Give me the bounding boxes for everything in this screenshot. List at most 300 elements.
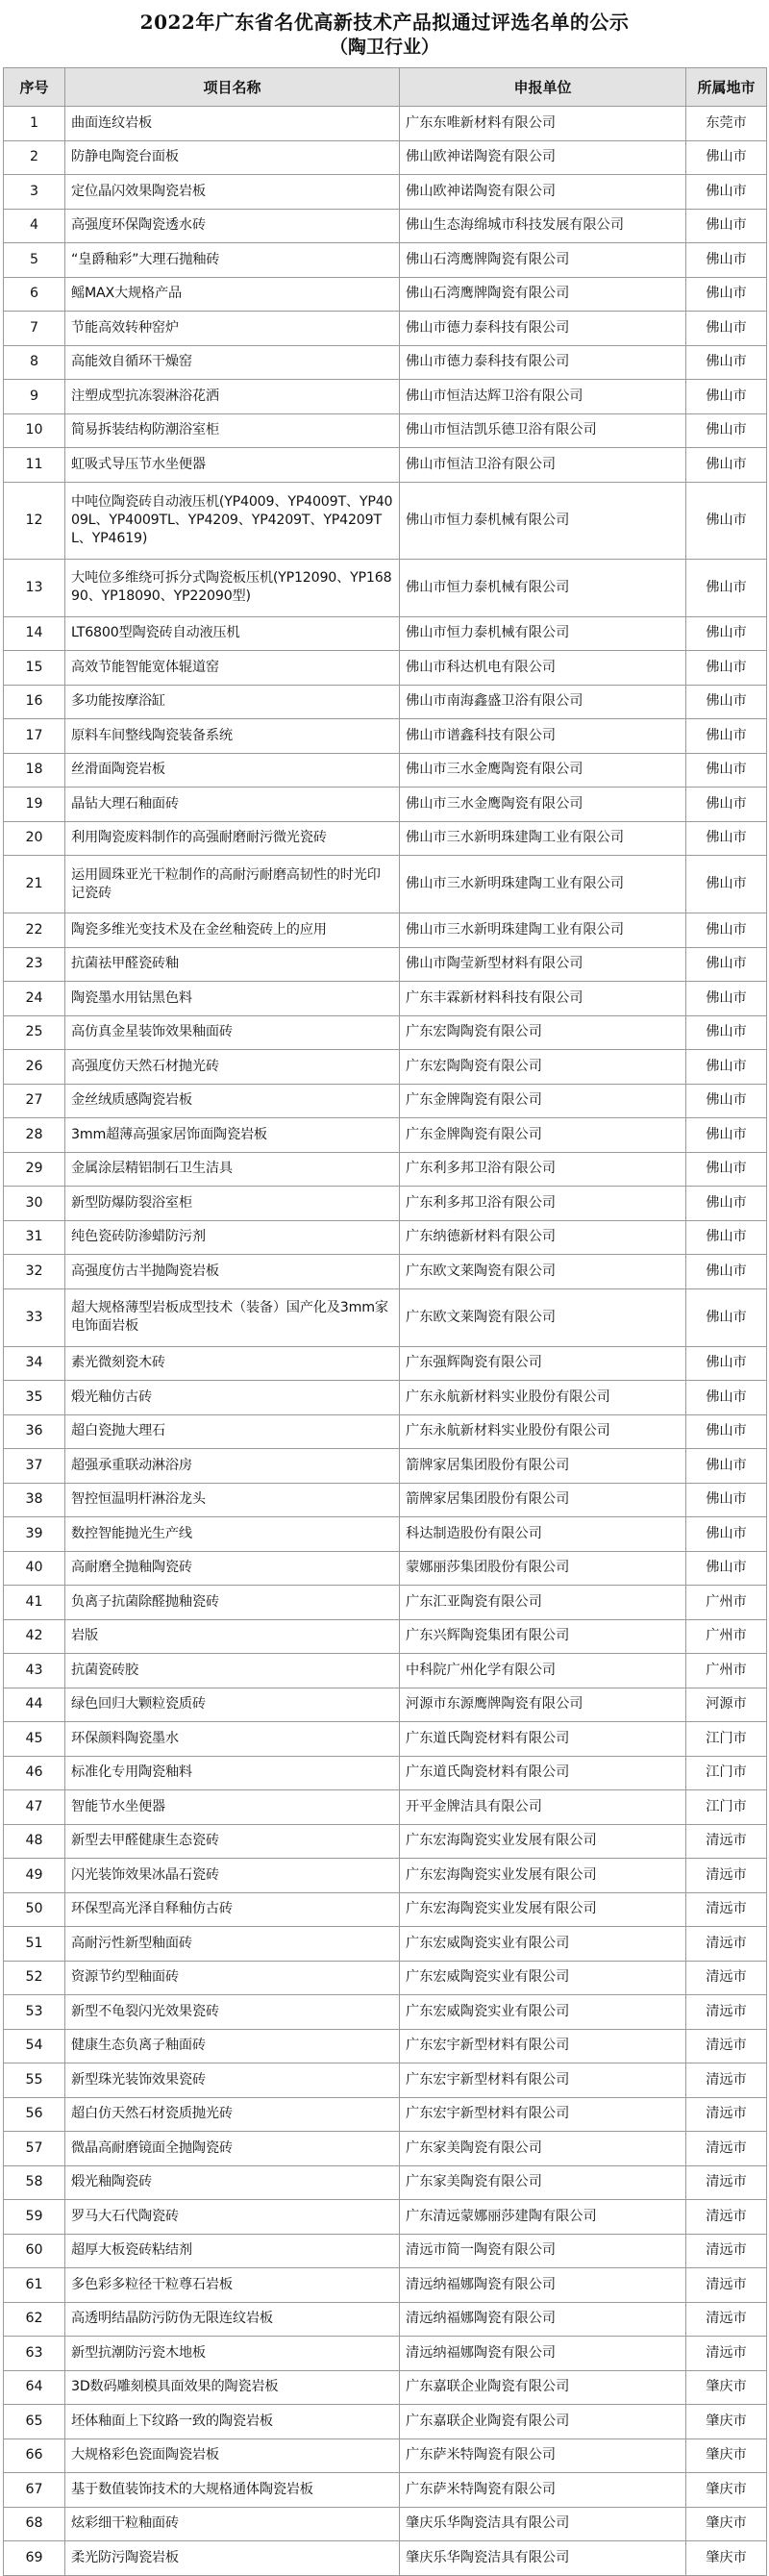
row-number-cell: 43 (4, 1654, 65, 1688)
city-cell: 佛山市 (686, 788, 767, 822)
applicant-cell: 广东欧文莱陶瓷有限公司 (400, 1255, 686, 1289)
table-row (4, 2405, 767, 2439)
city-cell: 佛山市 (686, 821, 767, 856)
city-cell: 清远市 (686, 2268, 767, 2303)
city-cell: 佛山市 (686, 1414, 767, 1449)
city-cell: 佛山市 (686, 685, 767, 719)
table-row (4, 175, 767, 210)
title-block (0, 0, 769, 67)
row-number-cell: 30 (4, 1187, 65, 1221)
project-name-cell: 超强承重联动淋浴房 (65, 1449, 400, 1484)
city-cell: 清远市 (686, 2234, 767, 2268)
project-name-cell: 定位晶闪效果陶瓷岩板 (65, 175, 400, 210)
applicant-cell: 佛山市恒力泰机械有限公司 (400, 559, 686, 616)
city-cell: 清远市 (686, 2200, 767, 2235)
applicant-cell: 佛山市德力泰科技有限公司 (400, 345, 686, 380)
table-row (4, 1449, 767, 1484)
applicant-cell: 广东金牌陶瓷有限公司 (400, 1084, 686, 1118)
city-cell: 佛山市 (686, 1483, 767, 1517)
project-name-cell: “皇爵釉彩”大理石抛釉砖 (65, 243, 400, 278)
applicant-cell: 广东强辉陶瓷有限公司 (400, 1346, 686, 1381)
city-cell: 佛山市 (686, 448, 767, 483)
row-number-cell: 37 (4, 1449, 65, 1484)
table-row (4, 1619, 767, 1654)
table-row (4, 277, 767, 312)
applicant-cell: 广东宏海陶瓷实业发展有限公司 (400, 1824, 686, 1859)
row-number-cell: 59 (4, 2200, 65, 2235)
table-row (4, 2438, 767, 2473)
row-number-cell: 29 (4, 1152, 65, 1187)
city-cell: 清远市 (686, 1927, 767, 1962)
table-row (4, 209, 767, 243)
table-row (4, 1220, 767, 1255)
table-row (4, 448, 767, 483)
city-cell: 佛山市 (686, 277, 767, 312)
applicant-cell: 佛山市南海鑫盛卫浴有限公司 (400, 685, 686, 719)
city-cell: 东莞市 (686, 107, 767, 141)
table-row (4, 107, 767, 141)
project-name-cell: 防静电陶瓷台面板 (65, 140, 400, 175)
row-number-cell: 68 (4, 2507, 65, 2541)
table-row (4, 821, 767, 856)
city-cell: 清远市 (686, 2302, 767, 2337)
applicant-cell: 广东宏威陶瓷实业有限公司 (400, 1995, 686, 2030)
project-name-cell: 鳐MAX大规格产品 (65, 277, 400, 312)
project-name-cell: 数控智能抛光生产线 (65, 1517, 400, 1552)
table-row (4, 2370, 767, 2405)
row-number-cell: 19 (4, 788, 65, 822)
applicant-cell: 广东宏威陶瓷实业有限公司 (400, 1927, 686, 1962)
city-cell: 佛山市 (686, 209, 767, 243)
project-name-cell: 素光微刻瓷木砖 (65, 1346, 400, 1381)
city-cell: 肇庆市 (686, 2541, 767, 2576)
city-cell: 佛山市 (686, 1220, 767, 1255)
city-cell: 清远市 (686, 1859, 767, 1893)
applicant-cell: 广东家美陶瓷有限公司 (400, 2132, 686, 2166)
city-cell: 佛山市 (686, 413, 767, 448)
project-name-cell: 新型不龟裂闪光效果瓷砖 (65, 1995, 400, 2030)
table-row (4, 1586, 767, 1620)
row-number-cell: 36 (4, 1414, 65, 1449)
table-row (4, 1927, 767, 1962)
city-cell: 佛山市 (686, 1551, 767, 1586)
applicant-cell: 广东利多邦卫浴有限公司 (400, 1187, 686, 1221)
project-name-cell: 3D数码雕刻模具面效果的陶瓷岩板 (65, 2370, 400, 2405)
table-row (4, 685, 767, 719)
applicant-cell: 广东宏威陶瓷实业有限公司 (400, 1961, 686, 1995)
applicant-cell: 清远市简一陶瓷有限公司 (400, 2234, 686, 2268)
table-row (4, 1517, 767, 1552)
applicant-cell: 广东东唯新材料有限公司 (400, 107, 686, 141)
table-row (4, 2132, 767, 2166)
project-name-cell: 环保型高光泽自释釉仿古砖 (65, 1892, 400, 1927)
project-name-cell: 金丝绒质感陶瓷岩板 (65, 1084, 400, 1118)
row-number-cell: 47 (4, 1790, 65, 1825)
applicant-cell: 佛山石湾鹰牌陶瓷有限公司 (400, 243, 686, 278)
table-row (4, 1152, 767, 1187)
table-row (4, 243, 767, 278)
project-name-cell: 抗菌瓷砖胶 (65, 1654, 400, 1688)
table-row (4, 2473, 767, 2508)
city-cell: 广州市 (686, 1654, 767, 1688)
row-number-cell: 24 (4, 982, 65, 1016)
table-row (4, 1084, 767, 1118)
project-name-cell: 高强度仿天然石材抛光砖 (65, 1050, 400, 1085)
city-cell: 肇庆市 (686, 2370, 767, 2405)
applicant-cell: 广东兴辉陶瓷集团有限公司 (400, 1619, 686, 1654)
applicant-cell: 广东宏海陶瓷实业发展有限公司 (400, 1859, 686, 1893)
project-name-cell: 多色彩多粒径干粒尊石岩板 (65, 2268, 400, 2303)
page-title: 2022年广东省名优高新技术产品拟通过评选名单的公示 (139, 11, 630, 34)
applicant-cell: 广东嘉联企业陶瓷有限公司 (400, 2370, 686, 2405)
applicant-cell: 广东萨米特陶瓷有限公司 (400, 2473, 686, 2508)
applicant-cell: 广东永航新材料实业股份有限公司 (400, 1381, 686, 1415)
table-row (4, 1790, 767, 1825)
applicant-cell: 广东宏宇新型材料有限公司 (400, 2063, 686, 2098)
row-number-cell: 50 (4, 1892, 65, 1927)
project-name-cell: 简易拆装结构防潮浴室柜 (65, 413, 400, 448)
city-cell: 清远市 (686, 1995, 767, 2030)
project-name-cell: 超白仿天然石材瓷质抛光砖 (65, 2097, 400, 2132)
project-name-cell: 晶钻大理石釉面砖 (65, 788, 400, 822)
table-row (4, 2302, 767, 2337)
project-name-cell: 利用陶瓷废料制作的高强耐磨耐污微光瓷砖 (65, 821, 400, 856)
row-number-cell: 5 (4, 243, 65, 278)
applicant-cell: 佛山市恒洁凯乐德卫浴有限公司 (400, 413, 686, 448)
row-number-cell: 69 (4, 2541, 65, 2576)
table-row (4, 2234, 767, 2268)
applicant-cell: 广东家美陶瓷有限公司 (400, 2165, 686, 2200)
project-name-cell: 运用圆珠亚光干粒制作的高耐污耐磨高韧性的时光印记瓷砖 (65, 856, 400, 913)
project-name-cell: 新型抗潮防污瓷木地板 (65, 2337, 400, 2371)
city-cell: 佛山市 (686, 1015, 767, 1050)
city-cell: 清远市 (686, 1961, 767, 1995)
row-number-cell: 63 (4, 2337, 65, 2371)
row-number-cell: 11 (4, 448, 65, 483)
project-name-cell: 负离子抗菌除醛抛釉瓷砖 (65, 1586, 400, 1620)
applicant-cell: 广东纳德新材料有限公司 (400, 1220, 686, 1255)
row-number-cell: 44 (4, 1688, 65, 1722)
applicant-cell: 肇庆乐华陶瓷洁具有限公司 (400, 2507, 686, 2541)
row-number-cell: 48 (4, 1824, 65, 1859)
project-name-cell: 中吨位陶瓷砖自动液压机(YP4009、YP4009T、YP4009L、YP4009TL、YP4209、YP4209T、YP4209TL、YP4619) (65, 482, 400, 559)
applicant-cell: 广东清远蒙娜丽莎建陶有限公司 (400, 2200, 686, 2235)
applicant-cell: 广东道氏陶瓷材料有限公司 (400, 1722, 686, 1757)
project-name-cell: 坯体釉面上下纹路一致的陶瓷岩板 (65, 2405, 400, 2439)
applicant-cell: 佛山市恒洁卫浴有限公司 (400, 448, 686, 483)
applicant-cell: 广东宏宇新型材料有限公司 (400, 2097, 686, 2132)
city-cell: 佛山市 (686, 175, 767, 210)
applicant-cell: 佛山市恒洁达辉卫浴有限公司 (400, 380, 686, 414)
table-row (4, 1414, 767, 1449)
applicant-cell: 箭牌家居集团股份有限公司 (400, 1449, 686, 1484)
table-row (4, 1483, 767, 1517)
city-cell: 佛山市 (686, 1118, 767, 1153)
table-row (4, 753, 767, 788)
project-name-cell: 煅光釉仿古砖 (65, 1381, 400, 1415)
row-number-cell: 40 (4, 1551, 65, 1586)
table-row (4, 947, 767, 982)
applicant-cell: 箭牌家居集团股份有限公司 (400, 1483, 686, 1517)
table-row (4, 1654, 767, 1688)
city-cell: 佛山市 (686, 312, 767, 346)
project-name-cell: 智控恒温明杆淋浴龙头 (65, 1483, 400, 1517)
row-number-cell: 22 (4, 913, 65, 948)
row-number-cell: 3 (4, 175, 65, 210)
project-name-cell: 节能高效转种窑炉 (65, 312, 400, 346)
row-number-cell: 15 (4, 651, 65, 686)
table-row (4, 616, 767, 651)
city-cell: 江门市 (686, 1722, 767, 1757)
project-name-cell: 资源节约型釉面砖 (65, 1961, 400, 1995)
city-cell: 肇庆市 (686, 2507, 767, 2541)
project-name-cell: LT6800型陶瓷砖自动液压机 (65, 616, 400, 651)
project-name-cell: 超大规格薄型岩板成型技术（装备）国产化及3mm家电饰面岩板 (65, 1288, 400, 1346)
project-name-cell: 高效节能智能宽体辊道窑 (65, 651, 400, 686)
row-number-cell: 39 (4, 1517, 65, 1552)
project-name-cell: 基于数值装饰技术的大规格通体陶瓷岩板 (65, 2473, 400, 2508)
row-number-cell: 6 (4, 277, 65, 312)
table-row (4, 1255, 767, 1289)
list-table (3, 67, 767, 2576)
row-number-cell: 10 (4, 413, 65, 448)
applicant-cell: 广东欧文莱陶瓷有限公司 (400, 1288, 686, 1346)
project-name-cell: 超厚大板瓷砖粘结剂 (65, 2234, 400, 2268)
row-number-cell: 34 (4, 1346, 65, 1381)
applicant-cell: 开平金牌洁具有限公司 (400, 1790, 686, 1825)
applicant-cell: 佛山市恒力泰机械有限公司 (400, 482, 686, 559)
table-row (4, 1015, 767, 1050)
table-row (4, 788, 767, 822)
applicant-cell: 佛山市三水新明珠建陶工业有限公司 (400, 856, 686, 913)
city-cell: 肇庆市 (686, 2438, 767, 2473)
table-row (4, 913, 767, 948)
applicant-cell: 佛山市三水金鹰陶瓷有限公司 (400, 753, 686, 788)
table-row (4, 2337, 767, 2371)
project-name-cell: 微晶高耐磨镜面全抛陶瓷砖 (65, 2132, 400, 2166)
row-number-cell: 25 (4, 1015, 65, 1050)
project-name-cell: 丝滑面陶瓷岩板 (65, 753, 400, 788)
table-row (4, 482, 767, 559)
city-cell: 清远市 (686, 2132, 767, 2166)
applicant-cell: 广东丰霖新材料科技有限公司 (400, 982, 686, 1016)
table-row (4, 1551, 767, 1586)
table-row (4, 1859, 767, 1893)
table-row (4, 1187, 767, 1221)
project-name-cell: 高强度仿古半抛陶瓷岩板 (65, 1255, 400, 1289)
city-cell: 肇庆市 (686, 2405, 767, 2439)
applicant-cell: 广东道氏陶瓷材料有限公司 (400, 1756, 686, 1790)
applicant-cell: 佛山欧神诺陶瓷有限公司 (400, 140, 686, 175)
row-number-cell: 54 (4, 2029, 65, 2063)
column-header-applicant: 申报单位 (400, 68, 686, 107)
table-row (4, 380, 767, 414)
row-number-cell: 52 (4, 1961, 65, 1995)
table-row (4, 2029, 767, 2063)
city-cell: 佛山市 (686, 719, 767, 754)
project-name-cell: 高能效自循环干燥窑 (65, 345, 400, 380)
project-name-cell: 炫彩细干粒釉面砖 (65, 2507, 400, 2541)
row-number-cell: 51 (4, 1927, 65, 1962)
project-name-cell: 超白瓷抛大理石 (65, 1414, 400, 1449)
city-cell: 清远市 (686, 2165, 767, 2200)
table-row (4, 1756, 767, 1790)
row-number-cell: 32 (4, 1255, 65, 1289)
applicant-cell: 广东宏宇新型材料有限公司 (400, 2029, 686, 2063)
row-number-cell: 13 (4, 559, 65, 616)
row-number-cell: 9 (4, 380, 65, 414)
row-number-cell: 38 (4, 1483, 65, 1517)
city-cell: 佛山市 (686, 1050, 767, 1085)
project-name-cell: 大规格彩色瓷面陶瓷岩板 (65, 2438, 400, 2473)
project-name-cell: 多功能按摩浴缸 (65, 685, 400, 719)
city-cell: 广州市 (686, 1619, 767, 1654)
row-number-cell: 20 (4, 821, 65, 856)
table-row (4, 1995, 767, 2030)
table-row (4, 2507, 767, 2541)
project-name-cell: 高耐污性新型釉面砖 (65, 1927, 400, 1962)
row-number-cell: 62 (4, 2302, 65, 2337)
applicant-cell: 河源市东源鹰牌陶瓷有限公司 (400, 1688, 686, 1722)
applicant-cell: 佛山市三水新明珠建陶工业有限公司 (400, 821, 686, 856)
row-number-cell: 28 (4, 1118, 65, 1153)
city-cell: 河源市 (686, 1688, 767, 1722)
city-cell: 佛山市 (686, 243, 767, 278)
row-number-cell: 33 (4, 1288, 65, 1346)
applicant-cell: 肇庆乐华陶瓷洁具有限公司 (400, 2541, 686, 2576)
project-name-cell: 煅光釉陶瓷砖 (65, 2165, 400, 2200)
row-number-cell: 8 (4, 345, 65, 380)
table-row (4, 312, 767, 346)
project-name-cell: 标准化专用陶瓷釉料 (65, 1756, 400, 1790)
row-number-cell: 27 (4, 1084, 65, 1118)
city-cell: 佛山市 (686, 982, 767, 1016)
table-row (4, 1381, 767, 1415)
project-name-cell: 岩版 (65, 1619, 400, 1654)
row-number-cell: 18 (4, 753, 65, 788)
table-body (4, 107, 767, 2576)
applicant-cell: 科达制造股份有限公司 (400, 1517, 686, 1552)
city-cell: 清远市 (686, 2063, 767, 2098)
project-name-cell: 智能节水坐便器 (65, 1790, 400, 1825)
project-name-cell: 罗马大石代陶瓷砖 (65, 2200, 400, 2235)
row-number-cell: 42 (4, 1619, 65, 1654)
applicant-cell: 清远纳福娜陶瓷有限公司 (400, 2337, 686, 2371)
row-number-cell: 66 (4, 2438, 65, 2473)
project-name-cell: 高耐磨全抛釉陶瓷砖 (65, 1551, 400, 1586)
applicant-cell: 佛山市三水新明珠建陶工业有限公司 (400, 913, 686, 948)
row-number-cell: 64 (4, 2370, 65, 2405)
table-row (4, 140, 767, 175)
table-row (4, 719, 767, 754)
row-number-cell: 17 (4, 719, 65, 754)
applicant-cell: 中科院广州化学有限公司 (400, 1654, 686, 1688)
city-cell: 佛山市 (686, 753, 767, 788)
city-cell: 清远市 (686, 2029, 767, 2063)
table-row (4, 856, 767, 913)
project-name-cell: 新型去甲醛健康生态瓷砖 (65, 1824, 400, 1859)
project-name-cell: 3mm超薄高强家居饰面陶瓷岩板 (65, 1118, 400, 1153)
row-number-cell: 61 (4, 2268, 65, 2303)
row-number-cell: 7 (4, 312, 65, 346)
city-cell: 佛山市 (686, 1255, 767, 1289)
row-number-cell: 21 (4, 856, 65, 913)
row-number-cell: 2 (4, 140, 65, 175)
applicant-cell: 广东汇亚陶瓷有限公司 (400, 1586, 686, 1620)
applicant-cell: 佛山市陶莹新型材料有限公司 (400, 947, 686, 982)
project-name-cell: 健康生态负离子釉面砖 (65, 2029, 400, 2063)
city-cell: 佛山市 (686, 1517, 767, 1552)
city-cell: 广州市 (686, 1586, 767, 1620)
page-subtitle: （陶卫行业） (329, 37, 439, 58)
applicant-cell: 蒙娜丽莎集团股份有限公司 (400, 1551, 686, 1586)
row-number-cell: 23 (4, 947, 65, 982)
row-number-cell: 26 (4, 1050, 65, 1085)
applicant-cell: 佛山市科达机电有限公司 (400, 651, 686, 686)
row-number-cell: 57 (4, 2132, 65, 2166)
city-cell: 佛山市 (686, 947, 767, 982)
city-cell: 佛山市 (686, 1187, 767, 1221)
table-row (4, 2063, 767, 2098)
city-cell: 佛山市 (686, 345, 767, 380)
applicant-cell: 佛山市谱鑫科技有限公司 (400, 719, 686, 754)
table-row (4, 345, 767, 380)
project-name-cell: 曲面连纹岩板 (65, 107, 400, 141)
table-row (4, 1722, 767, 1757)
applicant-cell: 广东嘉联企业陶瓷有限公司 (400, 2405, 686, 2439)
table-row (4, 1892, 767, 1927)
project-name-cell: 原料车间整线陶瓷装备系统 (65, 719, 400, 754)
table-row (4, 1688, 767, 1722)
row-number-cell: 1 (4, 107, 65, 141)
applicant-cell: 广东宏陶陶瓷有限公司 (400, 1015, 686, 1050)
project-name-cell: 高仿真金星装饰效果釉面砖 (65, 1015, 400, 1050)
city-cell: 佛山市 (686, 913, 767, 948)
applicant-cell: 清远纳福娜陶瓷有限公司 (400, 2268, 686, 2303)
row-number-cell: 53 (4, 1995, 65, 2030)
project-name-cell: 绿色回归大颗粒瓷质砖 (65, 1688, 400, 1722)
project-name-cell: 高透明结晶防污防伪无限连纹岩板 (65, 2302, 400, 2337)
row-number-cell: 67 (4, 2473, 65, 2508)
city-cell: 佛山市 (686, 1152, 767, 1187)
city-cell: 佛山市 (686, 482, 767, 559)
table-row (4, 2200, 767, 2235)
city-cell: 佛山市 (686, 1346, 767, 1381)
applicant-cell: 佛山生态海绵城市科技发展有限公司 (400, 209, 686, 243)
table-row (4, 2165, 767, 2200)
row-number-cell: 4 (4, 209, 65, 243)
row-number-cell: 41 (4, 1586, 65, 1620)
project-name-cell: 纯色瓷砖防渗蜡防污剂 (65, 1220, 400, 1255)
column-header-city: 所属地市 (686, 68, 767, 107)
column-header-project-name: 项目名称 (65, 68, 400, 107)
table-row (4, 2097, 767, 2132)
row-number-cell: 45 (4, 1722, 65, 1757)
project-name-cell: 新型珠光装饰效果瓷砖 (65, 2063, 400, 2098)
city-cell: 清远市 (686, 2097, 767, 2132)
table-row (4, 1961, 767, 1995)
applicant-cell: 广东利多邦卫浴有限公司 (400, 1152, 686, 1187)
city-cell: 佛山市 (686, 651, 767, 686)
city-cell: 江门市 (686, 1756, 767, 1790)
project-name-cell: 金属涂层精铝制石卫生洁具 (65, 1152, 400, 1187)
applicant-cell: 广东永航新材料实业股份有限公司 (400, 1414, 686, 1449)
applicant-cell: 广东金牌陶瓷有限公司 (400, 1118, 686, 1153)
applicant-cell: 广东萨米特陶瓷有限公司 (400, 2438, 686, 2473)
applicant-cell: 广东宏陶陶瓷有限公司 (400, 1050, 686, 1085)
city-cell: 佛山市 (686, 616, 767, 651)
row-number-cell: 55 (4, 2063, 65, 2098)
